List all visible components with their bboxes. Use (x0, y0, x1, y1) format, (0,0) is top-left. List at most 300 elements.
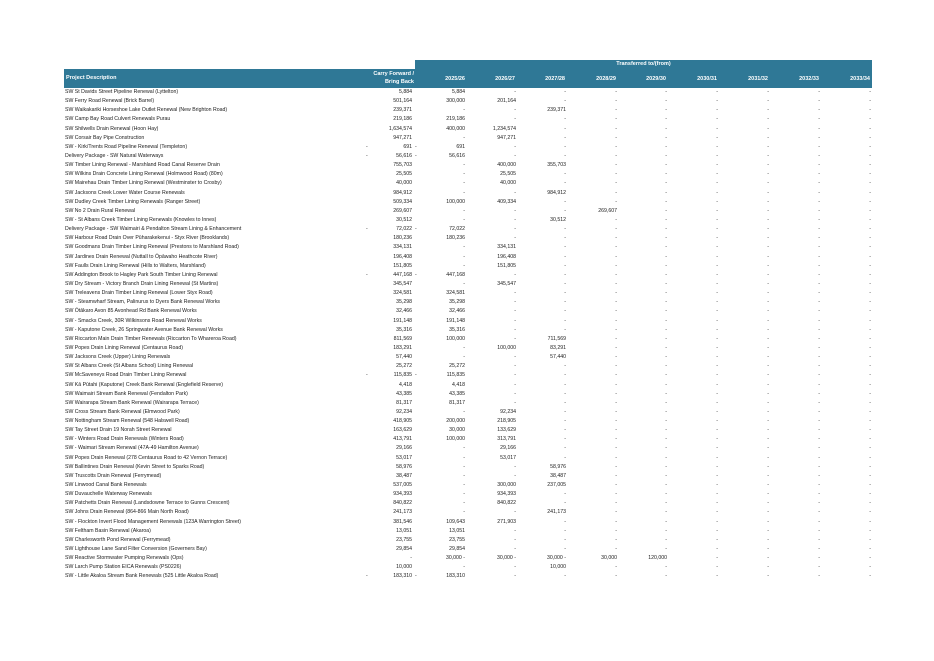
year-value-cell: - (767, 546, 769, 553)
year-value-cell: - (615, 445, 617, 452)
year-value-cell: 25,272 (449, 363, 465, 370)
year-value-cell: - (716, 180, 718, 187)
year-value-cell: - (564, 326, 566, 333)
negative-sign-cell: - (366, 271, 368, 278)
year-value-cell: 92,234 (500, 408, 516, 415)
year-value-cell: - (615, 509, 617, 516)
year-value-cell: - (818, 207, 820, 214)
project-description-cell: Delivery Package - SW Waimairi & Pendalton Stream Lining & Enhancement (65, 226, 242, 233)
year-value-cell: - (818, 472, 820, 479)
year-value-cell: - (869, 207, 871, 214)
year-value-cell: - (514, 354, 516, 361)
year-value-cell: - (564, 408, 566, 415)
project-description-cell: SW Timber Lining Renewal - Marshland Road Canal Reserve Drain (65, 162, 220, 169)
year-value-cell: - (767, 381, 769, 388)
year-value-cell: - (716, 454, 718, 461)
year-value-cell: - (665, 491, 667, 498)
year-value-cell: - (514, 509, 516, 516)
table-row (64, 317, 872, 326)
year-value-cell: - (665, 399, 667, 406)
year-value-cell: - (463, 408, 465, 415)
project-description-cell: SW - Winters Road Drain Renewals (Winters Road) (65, 436, 184, 443)
year-value-cell: - (665, 408, 667, 415)
year-value-cell: - (869, 399, 871, 406)
year-value-cell: - (818, 143, 820, 150)
project-description-cell: SW - Little Akaloa Stream Bank Renewals (525 Little Akaloa Road) (65, 573, 219, 580)
table-row (64, 271, 872, 280)
project-description-cell: SW St Albans Creek (St Albans School) Lining Renewal (65, 363, 194, 370)
year-header: 2029/30 (646, 76, 666, 82)
table-row (64, 189, 872, 198)
year-value-cell: - (665, 381, 667, 388)
project-description-cell: SW Camp Bay Road Culvert Renewals Purau (65, 116, 171, 123)
year-value-cell: - (818, 299, 820, 306)
year-value-cell: 56,616 (449, 152, 465, 159)
carry-forward-cell: 1,634,574 (388, 125, 412, 132)
year-header: 2026/27 (495, 76, 515, 82)
year-value-cell: - (463, 253, 465, 260)
year-value-cell: - (869, 262, 871, 269)
year-value-cell: - (716, 125, 718, 132)
year-value-cell: - (716, 207, 718, 214)
year-value-cell: - (615, 335, 617, 342)
year-value-cell: - (514, 536, 516, 543)
year-value-cell: - (767, 436, 769, 443)
carry-forward-cell: 81,317 (396, 399, 412, 406)
year-value-cell: - (716, 555, 718, 562)
year-value-cell: - (767, 98, 769, 105)
carry-forward-cell: 43,385 (396, 390, 412, 397)
separator-sign-cell: - (415, 271, 417, 278)
year-value-cell: - (615, 308, 617, 315)
year-value-cell: - (665, 363, 667, 370)
year-value-cell: - (564, 125, 566, 132)
year-value-cell: 241,173 (547, 509, 566, 516)
year-value-cell: - (615, 326, 617, 333)
year-value-cell: - (716, 271, 718, 278)
project-description-cell: SW Mairehau Drain Timber Lining Renewal (Westminster to Crosby) (65, 180, 222, 187)
project-description-cell: SW St Davids Street Pipeline Renewal (Lyttelton) (65, 89, 179, 95)
year-value-cell: 201,164 (497, 98, 516, 105)
year-value-cell: - (615, 454, 617, 461)
year-value-cell: - (665, 418, 667, 425)
carry-forward-cell: 509,334 (393, 198, 412, 205)
year-value-cell: 35,316 (449, 326, 465, 333)
year-value-cell: - (869, 527, 871, 534)
year-value-cell: - (514, 372, 516, 379)
year-value-cell: - (615, 299, 617, 306)
year-value-cell: - (818, 546, 820, 553)
year-value-cell: - (665, 518, 667, 525)
year-value-cell: - (869, 518, 871, 525)
year-value-cell: - (716, 244, 718, 251)
year-value-cell: - (615, 280, 617, 287)
table-row (64, 262, 872, 271)
year-value-cell: - (463, 180, 465, 187)
year-value-cell: - (665, 354, 667, 361)
year-value-cell: - (463, 216, 465, 223)
year-value-cell: - (564, 253, 566, 260)
year-value-cell: - (615, 189, 617, 196)
table-row (64, 481, 872, 490)
year-value-cell: - (665, 344, 667, 351)
year-value-cell: - (615, 408, 617, 415)
carry-forward-cell: 501,164 (393, 98, 412, 105)
year-value-cell: 691 (456, 143, 465, 150)
year-value-cell: - (463, 564, 465, 571)
carry-forward-cell: 219,186 (393, 116, 412, 123)
project-description-cell: SW Duvauchelle Waterway Renewals (65, 491, 152, 498)
year-value-cell: - (818, 454, 820, 461)
table-row (64, 125, 872, 134)
year-value-cell: - (665, 436, 667, 443)
project-description-cell: SW Shilwells Drain Renewal (Hoon Hay) (65, 125, 159, 132)
year-value-cell: - (665, 472, 667, 479)
table-row (64, 417, 872, 426)
carry-forward-cell: 29,854 (396, 546, 412, 553)
year-value-cell: 58,976 (550, 463, 566, 470)
year-value-cell: - (767, 198, 769, 205)
year-value-cell: - (818, 509, 820, 516)
year-value-cell: - (818, 536, 820, 543)
year-value-cell: - (564, 436, 566, 443)
year-value-cell: - (514, 189, 516, 196)
year-value-cell: 300,000 (446, 98, 465, 105)
year-value-cell: - (564, 427, 566, 434)
year-value-cell: - (564, 491, 566, 498)
table-row (64, 408, 872, 417)
year-value-cell: - (665, 152, 667, 159)
year-value-cell: - (564, 98, 566, 105)
carry-forward-cell: 183,310 (393, 573, 412, 580)
table-row (64, 536, 872, 545)
year-value-cell: - (665, 226, 667, 233)
table-row (64, 207, 872, 216)
year-value-cell: - (564, 454, 566, 461)
year-value-cell: - (514, 89, 516, 95)
carry-forward-cell: 324,581 (393, 290, 412, 297)
year-value-cell: - (716, 408, 718, 415)
year-value-cell: - (514, 573, 516, 580)
year-value-cell: - (869, 299, 871, 306)
table-row (64, 426, 872, 435)
year-value-cell: - (665, 162, 667, 169)
table-row (64, 326, 872, 335)
year-value-cell: - (818, 152, 820, 159)
carry-forward-cell: 381,546 (393, 518, 412, 525)
year-value-cell: - (564, 527, 566, 534)
table-row (64, 490, 872, 499)
year-value-cell: - (869, 536, 871, 543)
year-value-cell: - (869, 143, 871, 150)
table-row (64, 545, 872, 554)
year-value-cell: - (869, 308, 871, 315)
year-value-cell: - (564, 573, 566, 580)
year-value-cell: - (463, 134, 465, 141)
year-value-cell: - (716, 226, 718, 233)
year-value-cell: - (818, 344, 820, 351)
year-value-cell: - (869, 427, 871, 434)
year-value-cell: 218,905 (497, 418, 516, 425)
year-value-cell: 269,607 (598, 207, 617, 214)
year-value-cell: 81,317 (449, 399, 465, 406)
year-value-cell: 271,903 (497, 518, 516, 525)
negative-sign-cell: - (366, 372, 368, 379)
year-value-cell: - (716, 107, 718, 114)
year-value-cell: - (716, 216, 718, 223)
year-value-cell: - (767, 472, 769, 479)
year-value-cell: 345,547 (497, 280, 516, 287)
year-value-cell: - (665, 536, 667, 543)
year-value-cell: - (463, 463, 465, 470)
year-value-cell: - (564, 363, 566, 370)
year-value-cell: - (716, 152, 718, 159)
year-value-cell: 400,000 (446, 125, 465, 132)
year-value-cell: - (716, 299, 718, 306)
year-value-cell: 29,166 (500, 445, 516, 452)
year-value-cell: - (869, 454, 871, 461)
year-value-cell: - (869, 216, 871, 223)
carry-forward-cell: 269,607 (393, 207, 412, 214)
year-value-cell: - (665, 207, 667, 214)
year-value-cell: - (463, 491, 465, 498)
header-row (64, 69, 872, 88)
year-value-cell: 57,440 (550, 354, 566, 361)
table-row (64, 161, 872, 170)
year-value-cell: 25,505 (500, 171, 516, 178)
project-description-cell: SW - Smacks Creek, 30R Wilkinsons Road Renewal Works (65, 317, 202, 324)
year-value-cell: - (716, 189, 718, 196)
project-description-cell: SW Waimairi Stream Bank Renewal (Fendalton Park) (65, 390, 188, 397)
year-value-cell: - (514, 317, 516, 324)
year-value-cell: - (869, 198, 871, 205)
year-value-cell: - (716, 262, 718, 269)
year-value-cell: - (716, 171, 718, 178)
year-value-cell: - (564, 500, 566, 507)
year-value-cell: - (818, 326, 820, 333)
year-value-cell: - (818, 436, 820, 443)
year-value-cell: - (869, 107, 871, 114)
year-value-cell: - (818, 573, 820, 580)
year-value-cell: - (514, 271, 516, 278)
project-description-cell: SW Riccarton Main Drain Timber Renewals (Riccarton To Whareroa Road) (65, 335, 237, 342)
year-value-cell: 100,000 (446, 198, 465, 205)
year-value-cell: 151,805 (497, 262, 516, 269)
year-value-cell: - (564, 390, 566, 397)
year-value-cell: - (615, 116, 617, 123)
year-value-cell: 324,581 (446, 290, 465, 297)
year-value-cell: 43,385 (449, 390, 465, 397)
carry-forward-cell: 191,148 (393, 317, 412, 324)
year-value-cell: - (665, 564, 667, 571)
year-value-cell: - (818, 427, 820, 434)
carry-forward-cell: 5,884 (399, 89, 412, 95)
carry-forward-cell: 183,291 (393, 344, 412, 351)
year-value-cell: - (767, 363, 769, 370)
year-value-cell: - (615, 171, 617, 178)
year-value-cell: - (767, 418, 769, 425)
year-value-cell: - (716, 436, 718, 443)
year-value-cell: - (615, 162, 617, 169)
carry-forward-cell: 32,466 (396, 308, 412, 315)
year-value-cell: - (767, 152, 769, 159)
carry-forward-cell: 755,703 (393, 162, 412, 169)
year-value-cell: - (767, 262, 769, 269)
carry-forward-cell: 56,616 (396, 152, 412, 159)
year-value-cell: - (463, 162, 465, 169)
carry-forward-cell: 934,393 (393, 491, 412, 498)
year-value-cell: - (564, 280, 566, 287)
year-value-cell: - (716, 116, 718, 123)
year-value-cell: - (767, 180, 769, 187)
year-value-cell: - (665, 134, 667, 141)
year-value-cell: - (767, 482, 769, 489)
table-row (64, 280, 872, 289)
carry-forward-cell: 163,629 (393, 427, 412, 434)
year-value-cell: - (615, 390, 617, 397)
year-value-cell: - (869, 171, 871, 178)
separator-sign-cell: - (415, 143, 417, 150)
year-value-cell: - (767, 555, 769, 562)
separator-sign-cell: - (415, 226, 417, 233)
carry-forward-cell: 180,236 (393, 235, 412, 242)
year-value-cell: - (716, 143, 718, 150)
table-row (64, 179, 872, 188)
year-value-cell: - (767, 427, 769, 434)
year-value-cell: 100,000 (497, 344, 516, 351)
carry-forward-cell: 241,173 (393, 509, 412, 516)
year-value-cell: - (665, 527, 667, 534)
carry-forward-cell: 984,912 (393, 189, 412, 196)
year-value-cell: - (615, 216, 617, 223)
year-value-cell: - (869, 98, 871, 105)
year-value-cell: - (615, 226, 617, 233)
year-value-cell: - (615, 536, 617, 543)
year-value-cell: - (869, 381, 871, 388)
year-value-cell: - (767, 372, 769, 379)
project-description-cell: SW - Kaputone Creek, 26 Springwater Avenue Bank Renewal Works (65, 326, 223, 333)
table-row (64, 253, 872, 262)
year-value-cell: - (564, 299, 566, 306)
year-value-cell: - (818, 363, 820, 370)
carry-forward-cell: 30,512 (396, 216, 412, 223)
year-value-cell: - (564, 235, 566, 242)
year-value-cell: - (514, 216, 516, 223)
carry-forward-cell: 29,166 (396, 445, 412, 452)
table-row (64, 198, 872, 207)
year-value-cell: 32,466 (449, 308, 465, 315)
year-value-cell: 40,000 (500, 180, 516, 187)
year-value-cell: 355,703 (547, 162, 566, 169)
year-value-cell: - (767, 271, 769, 278)
project-description-cell: SW Ballintines Drain Renewal (Kevin Street to Sparks Road) (65, 463, 205, 470)
year-value-cell: - (869, 509, 871, 516)
carry-forward-cell: 840,822 (393, 500, 412, 507)
project-description-cell: SW Faulls Drain Lining Renewal (Hills to Walters, Marshland) (65, 262, 206, 269)
year-header: 2031/32 (748, 76, 768, 82)
project-description-cell: SW Johns Drain Renewal (864-866 Main North Road) (65, 509, 189, 516)
carry-forward-cell: 57,440 (396, 354, 412, 361)
year-value-cell: - (615, 180, 617, 187)
year-value-cell: - (716, 98, 718, 105)
year-value-cell: - (514, 143, 516, 150)
year-value-cell: - (665, 189, 667, 196)
year-value-cell: - (514, 226, 516, 233)
year-value-cell: - (869, 271, 871, 278)
year-value-cell: - (818, 335, 820, 342)
year-value-cell: - (564, 445, 566, 452)
year-value-cell: - (564, 536, 566, 543)
carry-forward-header-line1: Carry Forward / (373, 71, 414, 77)
year-value-cell: - (818, 308, 820, 315)
year-value-cell: - (716, 354, 718, 361)
table-row (64, 243, 872, 252)
year-value-cell: - (665, 89, 667, 95)
year-value-cell: - (514, 152, 516, 159)
year-value-cell: - (564, 418, 566, 425)
year-value-cell: 237,005 (547, 482, 566, 489)
carry-forward-cell: 115,835 (393, 372, 412, 379)
year-value-cell: 109,643 (446, 518, 465, 525)
year-value-cell: - (716, 573, 718, 580)
year-value-cell: - (514, 363, 516, 370)
table-row (64, 170, 872, 179)
year-value-cell: - (869, 436, 871, 443)
table-row (64, 134, 872, 143)
table-row (64, 88, 872, 97)
year-value-cell: - (869, 354, 871, 361)
year-value-cell: - (665, 271, 667, 278)
year-value-cell: - (767, 189, 769, 196)
year-value-cell: - (869, 491, 871, 498)
year-value-cell: - (767, 171, 769, 178)
year-value-cell: 10,000 (550, 564, 566, 571)
table-row (64, 472, 872, 481)
carry-forward-cell: 53,017 (396, 454, 412, 461)
year-value-cell: - (818, 482, 820, 489)
table-row (64, 499, 872, 508)
carry-forward-cell: 40,000 (396, 180, 412, 187)
year-value-cell: - (716, 482, 718, 489)
year-value-cell: - (716, 363, 718, 370)
year-value-cell: - (869, 116, 871, 123)
year-value-cell: - (514, 546, 516, 553)
year-value-cell: - (615, 399, 617, 406)
year-value-cell: - (463, 189, 465, 196)
year-value-cell: - (615, 463, 617, 470)
year-value-cell: 840,822 (497, 500, 516, 507)
year-value-cell: - (818, 134, 820, 141)
year-value-cell: - (514, 299, 516, 306)
carry-forward-cell: - (410, 555, 412, 562)
table-row (64, 399, 872, 408)
year-value-cell: 400,000 (497, 162, 516, 169)
year-value-cell: - (869, 180, 871, 187)
project-description-cell: SW Charlesworth Pond Renewal (Ferrymead) (65, 536, 171, 543)
year-value-cell: 1,234,574 (492, 125, 516, 132)
year-value-cell: - (564, 244, 566, 251)
year-value-cell: - (514, 207, 516, 214)
year-value-cell: - (869, 463, 871, 470)
year-value-cell: - (869, 344, 871, 351)
year-value-cell: - (869, 372, 871, 379)
year-value-cell: - (615, 564, 617, 571)
year-value-cell: - (615, 427, 617, 434)
year-value-cell: - (869, 564, 871, 571)
year-value-cell: - (463, 354, 465, 361)
table-row (64, 572, 872, 581)
year-value-cell: - (818, 555, 820, 562)
